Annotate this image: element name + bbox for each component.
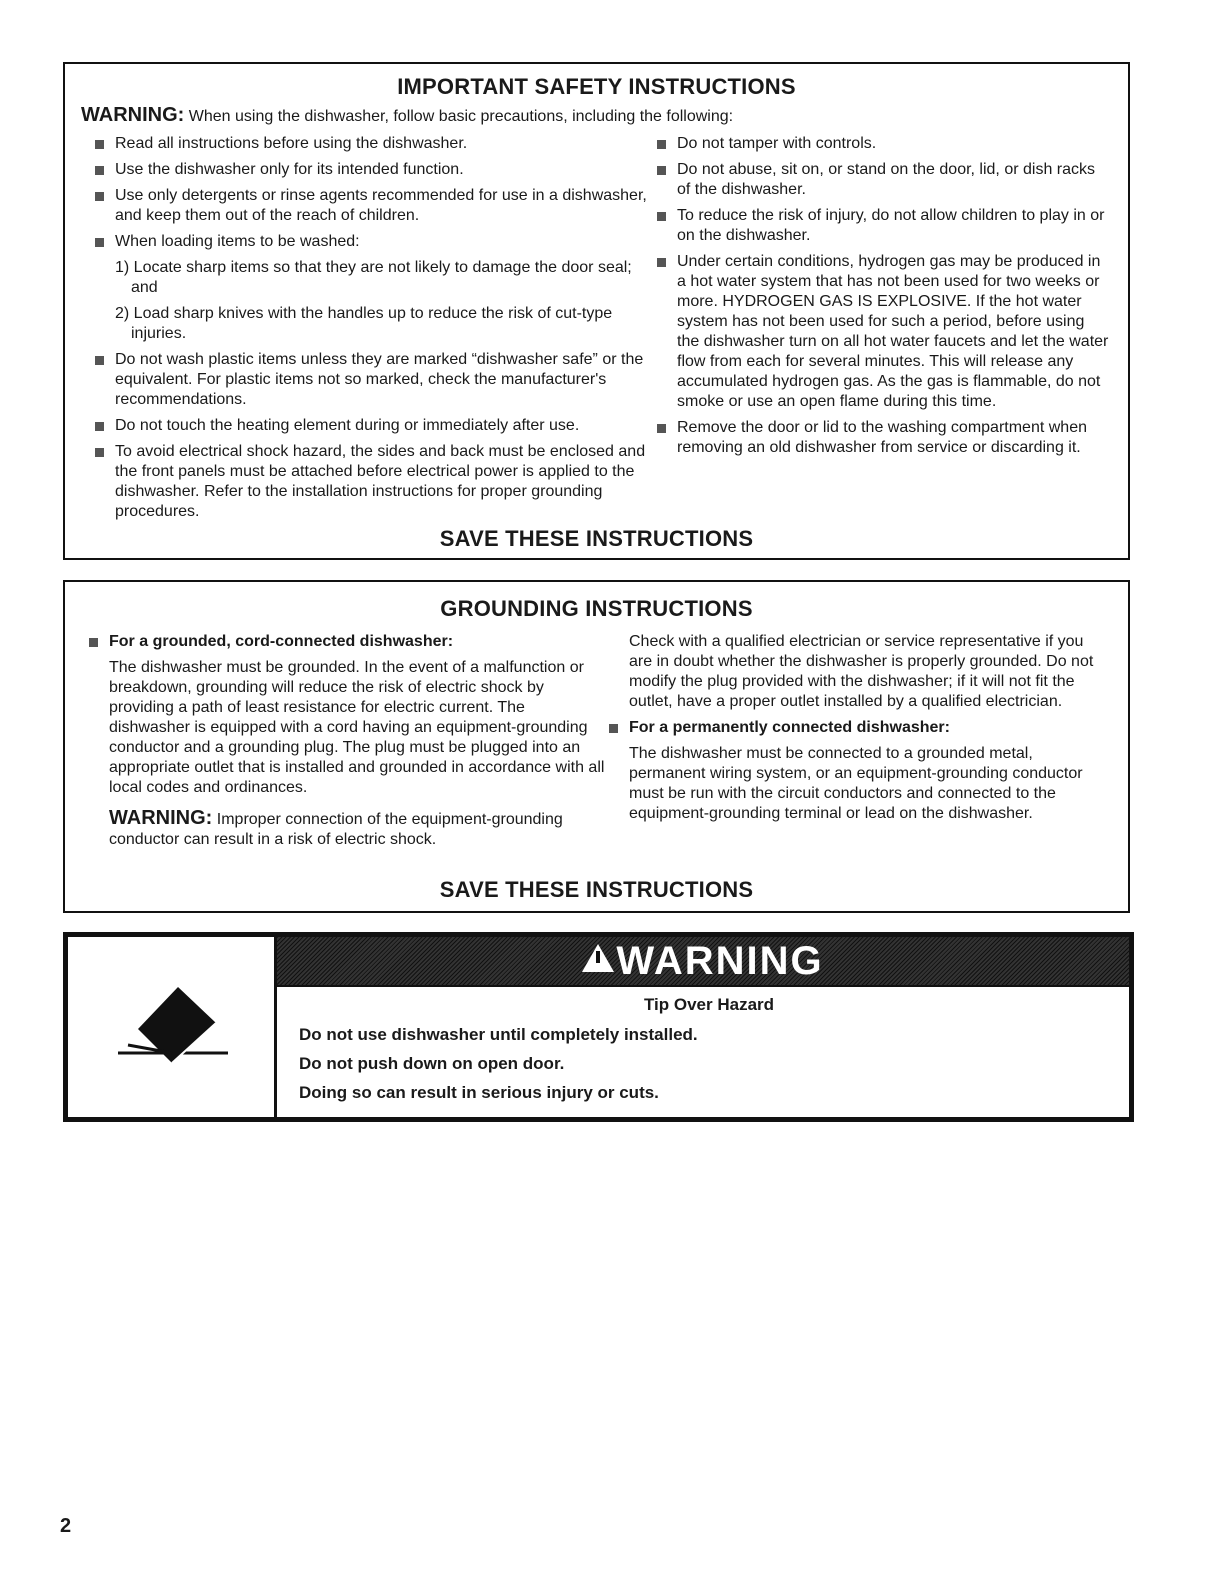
list-subitem: 2) Load sharp knives with the handles up to reduce the risk of cut-type injuries. — [115, 305, 613, 342]
cord-body: The dishwasher must be grounded. In the event of a malfunction or breakdown, grounding will reduce the risk of electric shock by providing a path of least resistance for electric current. The dishwasher is equipped with a cord having an equipment-grounding conductor and a grounding plug. The plug must be plugged into an appropriate outlet that is installed and grounded in accordance with all local codes and ordinances. — [109, 659, 605, 796]
grounding-left-column — [89, 632, 609, 850]
bullet-icon — [95, 422, 104, 431]
safety-instructions-box — [63, 62, 1130, 560]
bullet-icon — [657, 166, 666, 175]
list-item: Use only detergents or rinse agents recommended for use in a dishwasher, and keep them out of the reach of children. — [89, 186, 649, 226]
list-item: Do not wash plastic items unless they are marked “dishwasher safe” or the equivalent. For plastic items not so marked, check the manufacturer's recommendations. — [89, 350, 649, 410]
list-item: Do not tamper with controls. — [651, 134, 1111, 154]
bullet-icon — [95, 140, 104, 149]
grounding-warning-text: Improper connection of the equipment-grounding conductor can result in a risk of electric shock. — [109, 811, 563, 848]
bullet-icon — [95, 356, 104, 365]
warning-banner — [277, 937, 1129, 987]
tip-over-subtitle: Tip Over Hazard — [643, 995, 775, 1014]
bullet-icon — [657, 212, 666, 221]
safety-warning-lead — [81, 104, 733, 127]
check-text: Check with a qualified electrician or service representative if you are in doubt whether the dishwasher is properly grounded. Do not modify the plug provided with the dishwasher; if it will not fit the outlet, have a proper outlet installed by a qualified electrician. — [629, 633, 1094, 710]
page-number: 2 — [60, 1515, 72, 1537]
safety-title: IMPORTANT SAFETY INSTRUCTIONS — [397, 74, 796, 99]
list-item: Under certain conditions, hydrogen gas may be produced in a hot water system that has not been used for two weeks or more. HYDROGEN GAS IS EXPLOSIVE. If the hot water system has not been used for such a period, before using the dishwasher turn on all hot water faucets and let the water flow from each for several minutes. This will release any accumulated hydrogen gas. As the gas is flammable, do not smoke or use an open flame during this time. — [651, 252, 1111, 412]
safety-save-heading: SAVE THESE INSTRUCTIONS — [439, 526, 754, 551]
grounding-warning-label: WARNING: — [109, 807, 213, 829]
perm-heading: For a permanently connected dishwasher: — [629, 719, 950, 736]
safety-right-column — [651, 134, 1111, 464]
grounding-instructions-box — [63, 580, 1130, 913]
grounding-warning — [109, 808, 609, 850]
warning-line: Do not use dishwasher until completely installed. — [299, 1025, 698, 1044]
safety-warning-text: When using the dishwasher, follow basic precautions, including the following: — [188, 108, 734, 125]
list-subitem: 1) Locate sharp items so that they are not likely to damage the door seal; and — [115, 259, 632, 296]
bullet-icon — [657, 258, 666, 267]
cord-heading-row — [89, 632, 609, 652]
list-item: Do not abuse, sit on, or stand on the door, lid, or dish racks of the dishwasher. — [651, 160, 1111, 200]
warning-line: Doing so can result in serious injury or cuts. — [299, 1083, 659, 1102]
list-item: To avoid electrical shock hazard, the sides and back must be enclosed and the front panels must be attached before electrical power is applied to the dishwasher. Refer to the installation instructions for proper grounding procedures. — [89, 442, 649, 522]
bullet-icon — [657, 424, 666, 433]
grounding-title: GROUNDING INSTRUCTIONS — [440, 596, 753, 621]
bullet-icon — [95, 448, 104, 457]
grounding-right-column — [609, 632, 1109, 824]
safety-warning-label: WARNING: — [81, 104, 185, 126]
tip-over-icon-cell — [68, 937, 277, 1117]
bullet-icon — [657, 140, 666, 149]
bullet-icon — [95, 238, 104, 247]
perm-heading-row — [609, 718, 1109, 738]
grounding-save-heading: SAVE THESE INSTRUCTIONS — [439, 877, 754, 902]
list-item: To reduce the risk of injury, do not allow children to play in or on the dishwasher. — [651, 206, 1111, 246]
perm-body: The dishwasher must be connected to a grounded metal, permanent wiring system, or an equipment-grounding conductor must be run with the circuit conductors and connected to the equipment-grounding terminal or lead on the dishwasher. — [629, 745, 1083, 822]
alert-triangle-icon — [582, 944, 614, 972]
list-item: Do not touch the heating element during or immediately after use. — [89, 416, 649, 436]
warning-banner-label: WARNING — [582, 939, 823, 983]
list-item: When loading items to be washed: — [89, 232, 649, 252]
tip-over-hazard-icon — [68, 937, 268, 1117]
list-item: Remove the door or lid to the washing compartment when removing an old dishwasher from service or discarding it. — [651, 418, 1111, 458]
bullet-icon — [95, 192, 104, 201]
bullet-icon — [95, 166, 104, 175]
cord-heading: For a grounded, cord-connected dishwasher: — [109, 633, 454, 650]
list-item: Use the dishwasher only for its intended function. — [89, 160, 649, 180]
bullet-icon — [609, 724, 618, 733]
warning-line: Do not push down on open door. — [299, 1054, 565, 1073]
tip-over-warning-box — [63, 932, 1134, 1122]
tip-over-warning-text — [299, 995, 1119, 1112]
list-item: Read all instructions before using the dishwasher. — [89, 134, 649, 154]
bullet-icon — [89, 638, 98, 647]
safety-left-column — [89, 134, 649, 528]
